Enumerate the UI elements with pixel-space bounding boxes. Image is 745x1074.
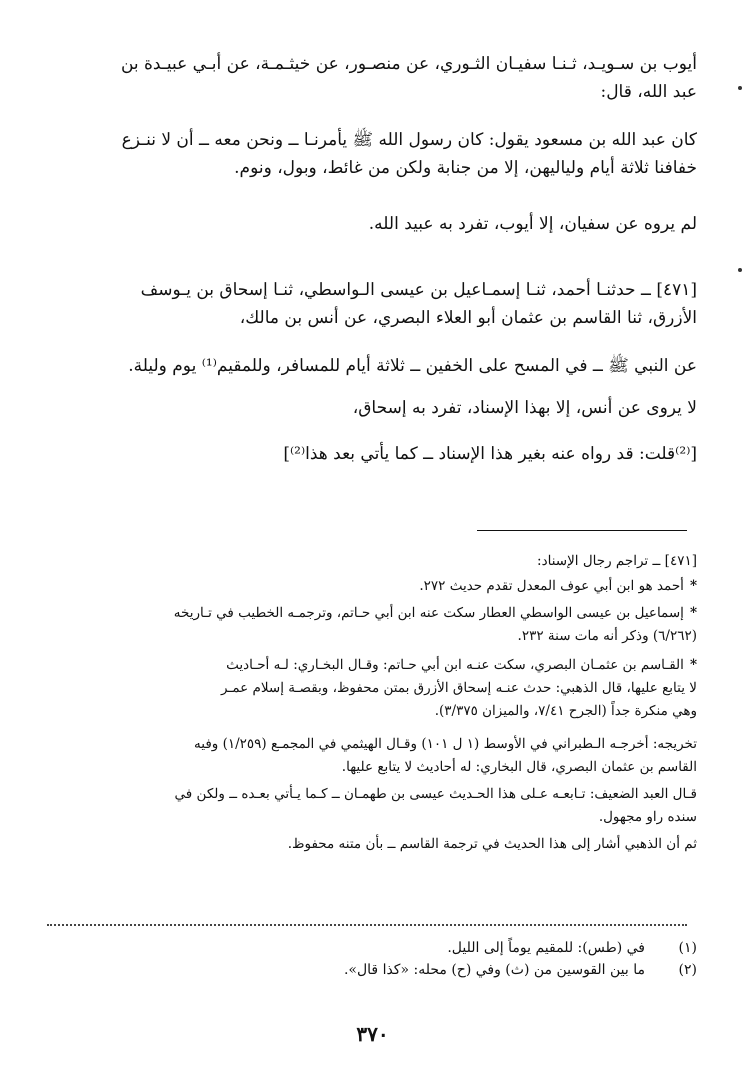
entry-line: لا يتابع عليها، قال الذهبي: حدث عنـه إسحاق الأزرق بمتن محفوظ، وبقصـة إسلام عمـر: [220, 680, 697, 696]
text-line: [⁽²⁾قلت: قد رواه عنه بغير هذا الإسناد ــ كما يأتي بعد هذا⁽²⁾]: [283, 444, 697, 464]
text-line: عبد الله، قال:: [600, 82, 697, 102]
paragraph-editor-remark: [47, 440, 697, 468]
note-text: ما بين القوسين من (ث) وفي (ح) محله: «كذا قال».: [343, 962, 645, 978]
bullet-star-icon: *: [689, 578, 697, 594]
text-line: لا يروى عن أنس، إلا بهذا الإسناد، تفرد به إسحاق،: [352, 398, 697, 418]
text-line: عن النبي ﷺ ــ في المسح على الخفين ــ ثلاثة أيام للمسافر، وللمقيم⁽¹⁾ يوم وليلة.: [128, 356, 697, 376]
entry-line: تخريجه: أخرجـه الـطبراني في الأوسط (١ ل ١٠١) وقـال الهيثمي في المجمـع (١/٢٥٩) وفيه: [194, 736, 697, 752]
footnote-heading: [٤٧١] ــ تراجم رجال الإسناد:: [537, 553, 697, 569]
entry-line: وهي منكرة جداً (الجرح ٧/٤١، والميزان ٣/٣٧٥).: [434, 703, 697, 719]
text-line: لم يروه عن سفيان، إلا أيوب، تفرد به عبيد الله.: [368, 214, 697, 234]
paragraph-tafarrud-note: [47, 210, 697, 238]
variant-note: [47, 962, 697, 978]
variant-note: [47, 940, 697, 956]
takhrij-entry: [47, 733, 697, 779]
margin-speck: [738, 86, 742, 90]
narrator-entry: [47, 575, 697, 598]
bullet-star-icon: *: [689, 605, 697, 621]
entry-line: ثم أن الذهبي أشار إلى هذا الحديث في ترجمة القاسم ــ بأن متنه محفوظ.: [287, 836, 697, 852]
entry-line: سنده راو مجهول.: [598, 809, 697, 825]
text-line: خفافنا ثلاثة أيام ولياليهن، إلا من جنابة ولكن من غائط، وبول، ونوم.: [234, 158, 697, 178]
author-remark-entry: [47, 783, 697, 829]
page-number: ٣٧٠: [356, 1022, 389, 1046]
paragraph-hadith-471-tafarrud: [47, 394, 697, 422]
entry-line: القاسم بن عثمان البصري، قال البخاري: له أحاديث لا يتابع عليها.: [341, 759, 697, 775]
paragraph-hadith-471-isnad: [47, 276, 697, 332]
entry-line: قـال العبد الضعيف: تـابعـه عـلى هذا الحـديث عيسى بن طهمـان ــ كـما يـأتي بعـده ــ ولكن في: [174, 786, 697, 802]
note-number: (٢): [678, 962, 697, 978]
note-number: (١): [678, 940, 697, 956]
entry-line: (٦/٢٦٢) وذكر أنه مات سنة ٢٣٢.: [517, 628, 697, 644]
margin-speck: [738, 268, 742, 272]
text-line: [٤٧١] ــ حدثنـا أحمد، ثنـا إسمـاعيل بن عيسى الـواسطي، ثنـا إسحاق بن يـوسف: [140, 280, 697, 300]
notes-separator-dotted: [47, 924, 687, 926]
paragraph-hadith-471-matn: [47, 352, 697, 380]
text-line: الأزرق، ثنا القاسم بن عثمان أبو العلاء البصري، عن أنس بن مالك،: [239, 308, 697, 328]
variant-notes: [47, 940, 697, 978]
bullet-star-icon: *: [689, 657, 697, 673]
footnote-separator-rule: [477, 530, 687, 531]
narrator-entry: [47, 654, 697, 723]
entry-line: القـاسم بن عثمـان البصري، سكت عنـه ابن أبي حـاتم: وقـال البخـاري: لـه أحـاديث: [226, 657, 684, 673]
paragraph-isnad-continuation: [47, 50, 697, 106]
text-line: أيوب بن سـويـد، ثـنـا سفيـان الثـوري، عن منصـور، عن خيثـمـة، عن أبـي عبيـدة بن: [120, 54, 697, 74]
dhahabi-remark-entry: [47, 833, 697, 856]
entry-line: أحمد هو ابن أبي عوف المعدل تقدم حديث ٢٧٢.: [419, 578, 684, 594]
narrator-entry: [47, 602, 697, 648]
note-text: في (طس): للمقيم يوماً إلى الليل.: [447, 940, 645, 956]
entry-line: إسماعيل بن عيسى الواسطي العطار سكت عنه ابن أبي حـاتم، وترجمـه الخطيب في تـاريخه: [173, 605, 684, 621]
footnotes-section: [47, 550, 697, 856]
paragraph-hadith-matn: [47, 126, 697, 182]
text-line: كان عبد الله بن مسعود يقول: كان رسول الله ﷺ يأمرنـا ــ ونحن معه ــ أن لا ننـزع: [121, 130, 697, 150]
